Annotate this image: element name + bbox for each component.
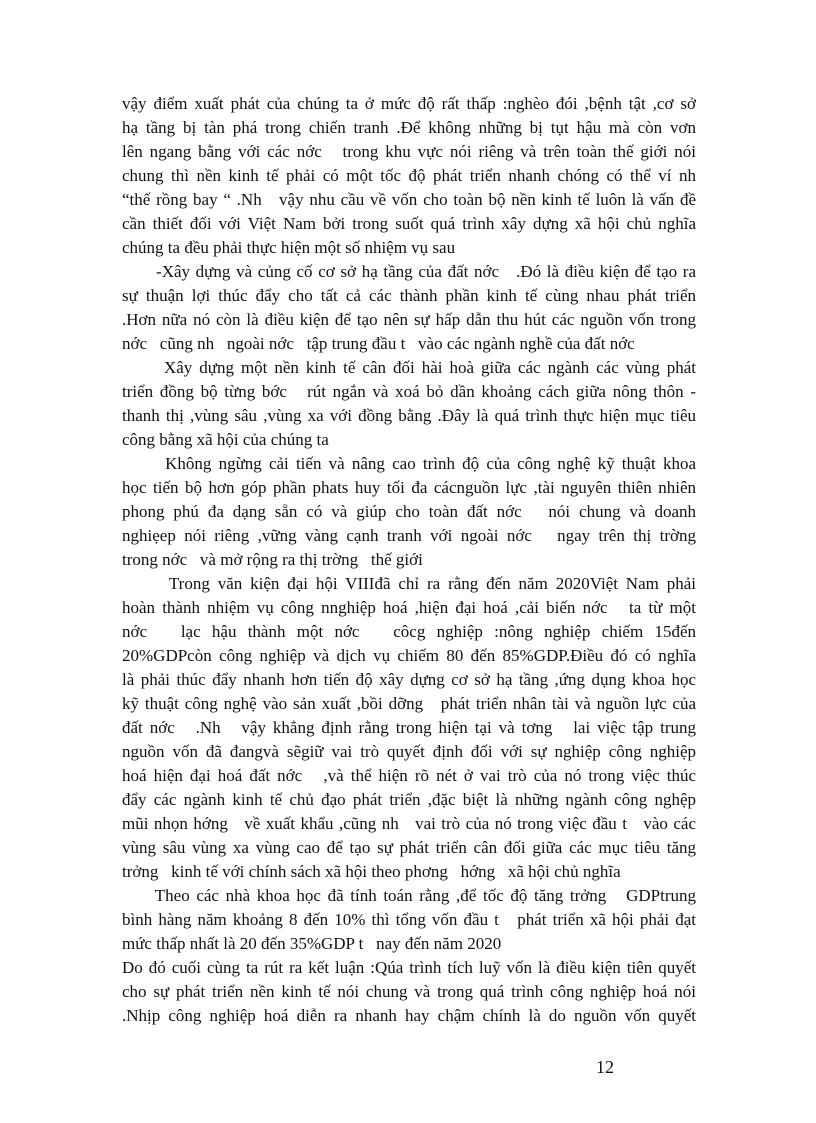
text-line: cần thiết đối với Việt Nam bởi trong suốt quá trình xây dựng xã hội chủ nghĩa [122,214,696,233]
text-line: chúng ta đều phải thực hiện một số nhiệm vụ sau [122,238,456,257]
text-line: vùng sâu vùng xa vùng cao để tạo sự phát triển cân đối giữa các mục tiêu tăng [122,838,696,857]
text-line: bình hàng năm khoảng 8 đến 10% thì tổng vốn đầu t phát triển xã hội phải đạt [122,910,696,929]
text-line: học tiến bộ hơn góp phần phats huy tối đa cácnguồn lực ,tài nguyên thiên nhiên [122,478,696,497]
text-line: vậy điểm xuất phát của chúng ta ở mức độ rất thấp :nghèo đói ,bệnh tật ,cơ sở [122,94,696,113]
text-line: Xây dựng một nền kinh tế cân đối hài hoà giữa các ngành các vùng phát [122,358,696,377]
body-text [122,92,696,1028]
text-line: Không ngừng cải tiến và nâng cao trình độ của công nghệ kỹ thuật khoa [122,454,696,473]
text-line: phong phú đa dạng sẵn có và giúp cho toàn đất nớc nói chung và doanh [122,502,696,521]
text-line: nớc cũng nh ngoài nớc tập trung đầu t vào các ngành nghề của đất nớc [122,334,635,353]
text-line: .Hơn nữa nó còn là điều kiện để tạo nên sự hấp dẫn thu hút các nguồn vốn trong [122,310,696,329]
text-line: hoàn thành nhiệm vụ công nnghiệp hoá ,hiện đại hoá ,cải biến nớc ta từ một [122,598,696,617]
text-line: hoá hiện đại hoá đất nớc ,và thể hiện rõ nét ở vai trò của nó trong việc thúc [122,766,696,785]
text-line: chung thì nền kinh tế phải có một tốc độ phát triển nhanh chóng có thể ví nh [122,166,696,185]
text-line: thanh thị ,vùng sâu ,vùng xa với đồng bằng .Đây là quá trình thực hiện mục tiêu [122,406,696,425]
text-line: đất nớc .Nh vậy khẳng định rằng trong hiện tại và tơng lai việc tập trung [122,718,696,737]
text-line: -Xây dựng và củng cố cơ sở hạ tầng của đất nớc .Đó là điều kiện để tạo ra [122,262,696,281]
text-line: đẩy các ngành kinh tế chủ đạo phát triển ,đặc biệt là những ngành công nghệp [122,790,696,809]
text-line: triển đồng bộ từng bớc rút ngắn và xoá bỏ dần khoảng cách giữa nông thôn - [122,382,696,401]
text-line: lên ngang bằng với các nớc trong khu vực nói riêng và trên toàn thế giới nói [122,142,696,161]
text-line: Theo các nhà khoa học đã tính toán rằng ,để tốc độ tăng trởng GDPtrung [122,886,696,905]
text-line: trởng kinh tế với chính sách xã hội theo phơng hớng xã hội chủ nghĩa [122,862,621,881]
text-line: .Nhịp công nghiệp hoá diễn ra nhanh hay chậm chính là do nguồn vốn quyết [122,1006,696,1025]
text-line: mũi nhọn hớng về xuất khẩu ,cũng nh vai trò của nó trong việc đầu t vào các [122,814,696,833]
text-line: 20%GDPcòn công nghiệp và dịch vụ chiếm 80 đến 85%GDP.Điều đó có nghĩa [122,646,696,665]
text-line: công bằng xã hội của chúng ta [122,430,329,449]
text-line: trong nớc và mở rộng ra thị trờng thế giới [122,550,423,569]
page-number: 12 [596,1057,614,1077]
text-line: Trong văn kiện đại hội VIIIđã chỉ ra rằng đến năm 2020Việt Nam phải [122,574,696,593]
text-line: hạ tầng bị tàn phá trong chiến tranh .Để không những bị tụt hậu mà còn vơn [122,118,696,137]
text-line: nớc lạc hậu thành một nớc côcg nghiệp :nông nghiệp chiếm 15đến [122,622,696,641]
text-line: “thế rồng bay “ .Nh vậy nhu cầu về vốn cho toàn bộ nền kinh tế luôn là vấn đề [122,190,696,209]
text-line: là phải thúc đẩy nhanh hơn tiến độ xây dựng cơ sở hạ tầng ,ứng dụng khoa học [122,670,696,689]
text-line: Do đó cuối cùng ta rút ra kết luận :Qúa trình tích luỹ vốn là điều kiện tiên quyết [122,958,696,977]
text-line: mức thấp nhất là 20 đến 35%GDP t nay đến năm 2020 [122,934,502,953]
text-line: nguồn vốn đã đangvà sẽgiữ vai trò quyết định đối với sự nghiệp công nghiệp [122,742,696,761]
text-line: kỹ thuật công nghệ vào sản xuất ,bồi dỡng phát triển nhân tài và nguồn lực của [122,694,696,713]
text-line: sự thuận lợi thúc đẩy cho tất cả các thành phần kinh tế cùng nhau phát triển [122,286,696,305]
text-line: cho sự phát triển nền kinh tế nói chung và trong quá trình công nghiệp hoá nói [122,982,696,1001]
text-line: nghiẹep nói riêng ,vững vàng cạnh tranh với ngoài nớc ngay trên thị trờng [122,526,696,545]
